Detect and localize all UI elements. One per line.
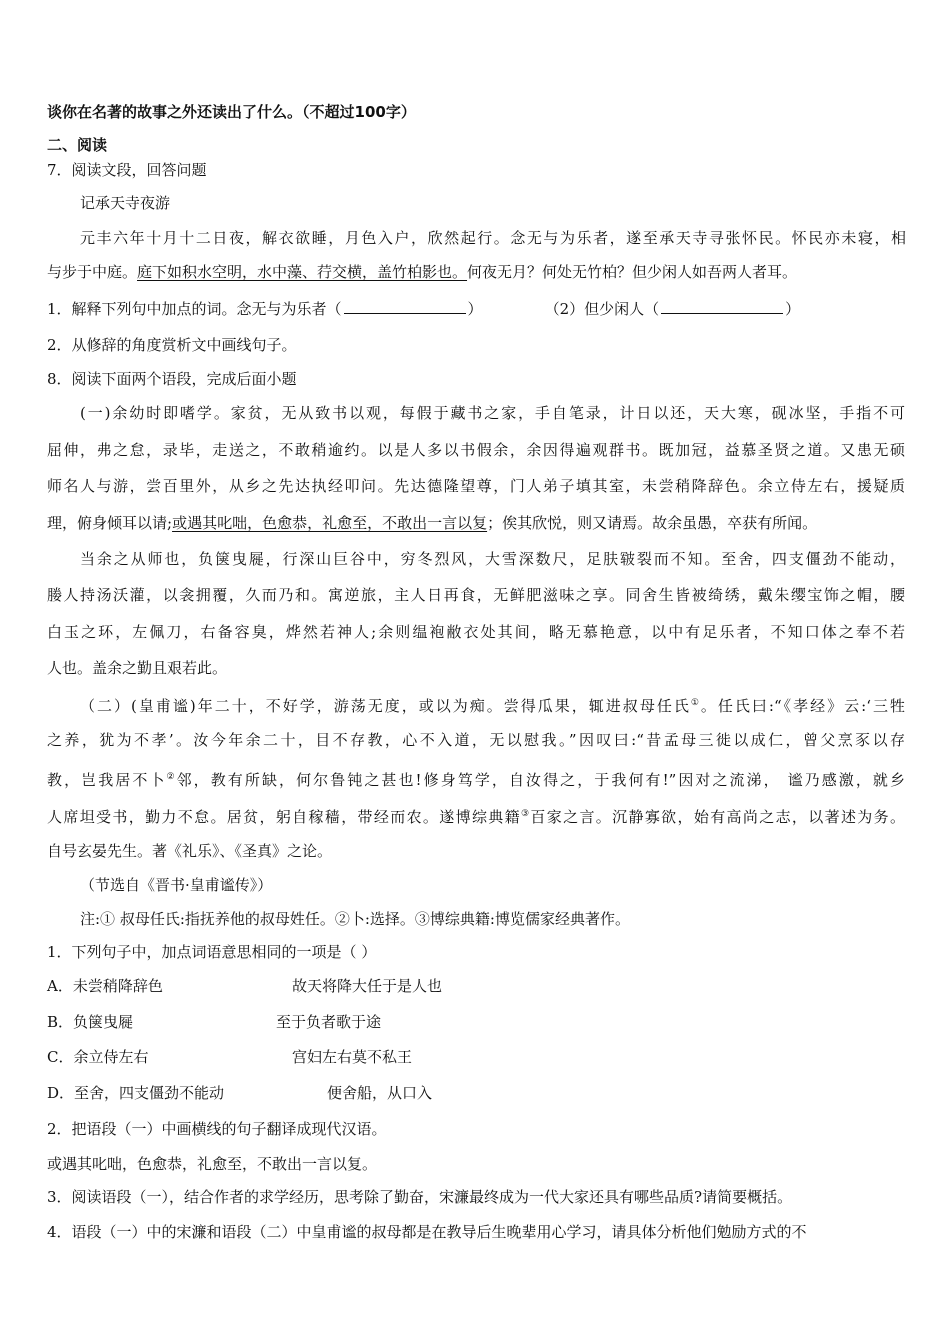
q8-p3-line1-a: （二）(皇甫谧)年二十，不好学，游荡无度，或以为痴。尝得瓜果，辄进叔母任氏 — [80, 697, 691, 715]
q8-p2-line4: 人也。盖余之勤且艰若此。 — [47, 659, 228, 677]
q8-p1-line3: 师名人与游，尝百里外，从乡之先达执经叩问。先达德隆望尊，门人弟子填其室，未尝稍降辞色。余立侍左右，援疑质 — [47, 477, 905, 495]
intro-line: 谈你在名著的故事之外还读出了什么。（不超过100字） — [47, 103, 416, 121]
q8-sub4: 4．语段（一）中的宋濂和语段（二）中皇甫谧的叔母都是在教导后生晚辈用心学习，请具体分析他们勉励方式的不 — [47, 1223, 807, 1241]
q7-sub2-close: ） — [785, 300, 801, 318]
source-citation: （节选自《晋书·皇甫谧传》） — [80, 876, 273, 894]
q8-p3-line3 — [47, 767, 905, 790]
option-c[interactable]: C．余立侍左右 — [47, 1048, 149, 1066]
q8-p2-line3: 白玉之环，左佩刀，右备容臭，烨然若神人;余则缊袍敝衣处其间，略无慕艳意，以中有足乐者，不知口体之奉不若 — [47, 623, 905, 641]
q8-p3-line4 — [47, 804, 905, 827]
answer-blank-2[interactable] — [661, 299, 783, 314]
q8-p3-line3-a: 教，岂我居不卜 — [47, 771, 167, 789]
q8-p3-line5: 自号玄晏先生。著《礼乐》、《圣真》之论。 — [47, 842, 333, 860]
q7-sub2-text: （2）但少闲人（ — [544, 300, 660, 318]
q8-sub2: 2．把语段（一）中画横线的句子翻译成现代汉语。 — [47, 1120, 387, 1138]
q8-heading: 8．阅读下面两个语段，完成后面小题 — [47, 370, 297, 388]
q7-underlined-sentence: 庭下如积水空明，水中藻、荇交横，盖竹柏影也。 — [137, 263, 468, 281]
q7-line1: 元丰六年十月十二日夜，解衣欲睡，月色入户，欣然起行。念无与为乐者，遂至承天寺寻张怀民。怀民亦未寝，相 — [80, 229, 906, 247]
answer-blank-1[interactable] — [344, 299, 466, 314]
q8-p1-line4 — [47, 513, 817, 533]
footnote-mark-3: ③ — [520, 809, 531, 819]
q7-sub1 — [47, 299, 800, 319]
q8-p3-line2: 之养，犹为不孝’。汝今年余二十，目不存教，心不入道，无以慰我。”因叹曰:“昔孟母三徙以成仁，曾父烹豕以存 — [47, 731, 905, 749]
option-d[interactable]: D．至舍，四支僵劲不能动 — [47, 1084, 225, 1102]
q8-p3-line1-b: 。任氏曰:“《孝经》云:‘三牲 — [700, 697, 905, 715]
q7-line2-a: 与步于中庭。 — [47, 263, 138, 281]
q7-line2 — [47, 262, 797, 282]
option-d-pair: 便舍船，从口入 — [327, 1084, 433, 1102]
q8-p1-line1: (一)余幼时即嗜学。家贫，无从致书以观，每假于藏书之家，手自笔录，计日以还，天大寒，砚冰坚，手指不可 — [80, 404, 905, 422]
q8-p2-line2: 媵人持汤沃灌，以衾拥覆，久而乃和。寓逆旅，主人日再食，无鲜肥滋味之享。同舍生皆被绮绣，戴朱缨宝饰之帽，腰 — [47, 586, 905, 604]
q8-p3-line4-b: 百家之言。沉静寡欲，始有高尚之志，以著述为务。 — [530, 808, 905, 826]
q7-sub2: 2．从修辞的角度赏析文中画线句子。 — [47, 336, 297, 354]
q8-underlined-sentence: 或遇其叱咄，色愈恭，礼愈至，不敢出一言以复 — [172, 514, 488, 532]
q8-p1-line2: 屈伸，弗之怠，录毕，走送之，不敢稍逾约。以是人多以书假余，余因得遍观群书。既加冠，益慕圣贤之道。又患无硕 — [47, 441, 905, 459]
footnote-mark-1: ① — [690, 698, 701, 708]
section-title: 二、阅读 — [47, 136, 108, 154]
q8-p2-line1: 当余之从师也，负箧曳屣，行深山巨谷中，穷冬烈风，大雪深数尺，足肤皲裂而不知。至舍，四支僵劲不能动， — [80, 550, 905, 568]
q8-sub3: 3．阅读语段（一），结合作者的求学经历，思考除了勤奋，宋濂最终成为一代大家还具有哪些品质?请简要概括。 — [47, 1188, 793, 1206]
q7-line2-b: 何夜无月？何处无竹柏？但少闲人如吾两人者耳。 — [467, 263, 798, 281]
q7-sub1-close: ） — [467, 300, 483, 318]
option-c-pair: 宫妇左右莫不私王 — [292, 1048, 413, 1066]
q7-heading: 7．阅读文段，回答问题 — [47, 161, 207, 179]
q8-p1-line4-b: ；俟其欣悦，则又请焉。故余虽愚，卒获有所闻。 — [487, 514, 818, 532]
option-a-pair: 故天将降大任于是人也 — [292, 977, 443, 995]
q7-sub1-text: 1．解释下列句中加点的词。念无与为乐者（ — [47, 300, 342, 318]
footnote-mark-2: ② — [166, 772, 177, 782]
q8-p3-line3-b: 邻，教有所缺，何尔鲁钝之甚也!修身笃学，自汝得之，于我何有!”因对之流涕， 谧乃感激，就乡 — [176, 771, 905, 789]
q8-p1-line4-a: 理，俯身倾耳以请; — [47, 514, 173, 532]
q8-p3-line4-a: 人席坦受书，勤力不怠。居贫，躬自稼穑，带经而农。遂博综典籍 — [47, 808, 521, 826]
q7-title: 记承天寺夜游 — [80, 194, 171, 212]
option-a[interactable]: A．未尝稍降辞色 — [47, 977, 163, 995]
q8-sub1: 1．下列句子中，加点词语意思相同的一项是（ ） — [47, 943, 377, 961]
footnote: 注:① 叔母任氏:指抚养他的叔母姓任。②卜:选择。③博综典籍:博览儒家经典著作。 — [80, 910, 630, 928]
option-b-pair: 至于负者歌于途 — [276, 1013, 382, 1031]
q8-p3-line1 — [80, 693, 905, 716]
q8-sub2-sentence: 或遇其叱咄，色愈恭，礼愈至，不敢出一言以复。 — [47, 1155, 378, 1173]
option-b[interactable]: B．负箧曳屣 — [47, 1013, 134, 1031]
